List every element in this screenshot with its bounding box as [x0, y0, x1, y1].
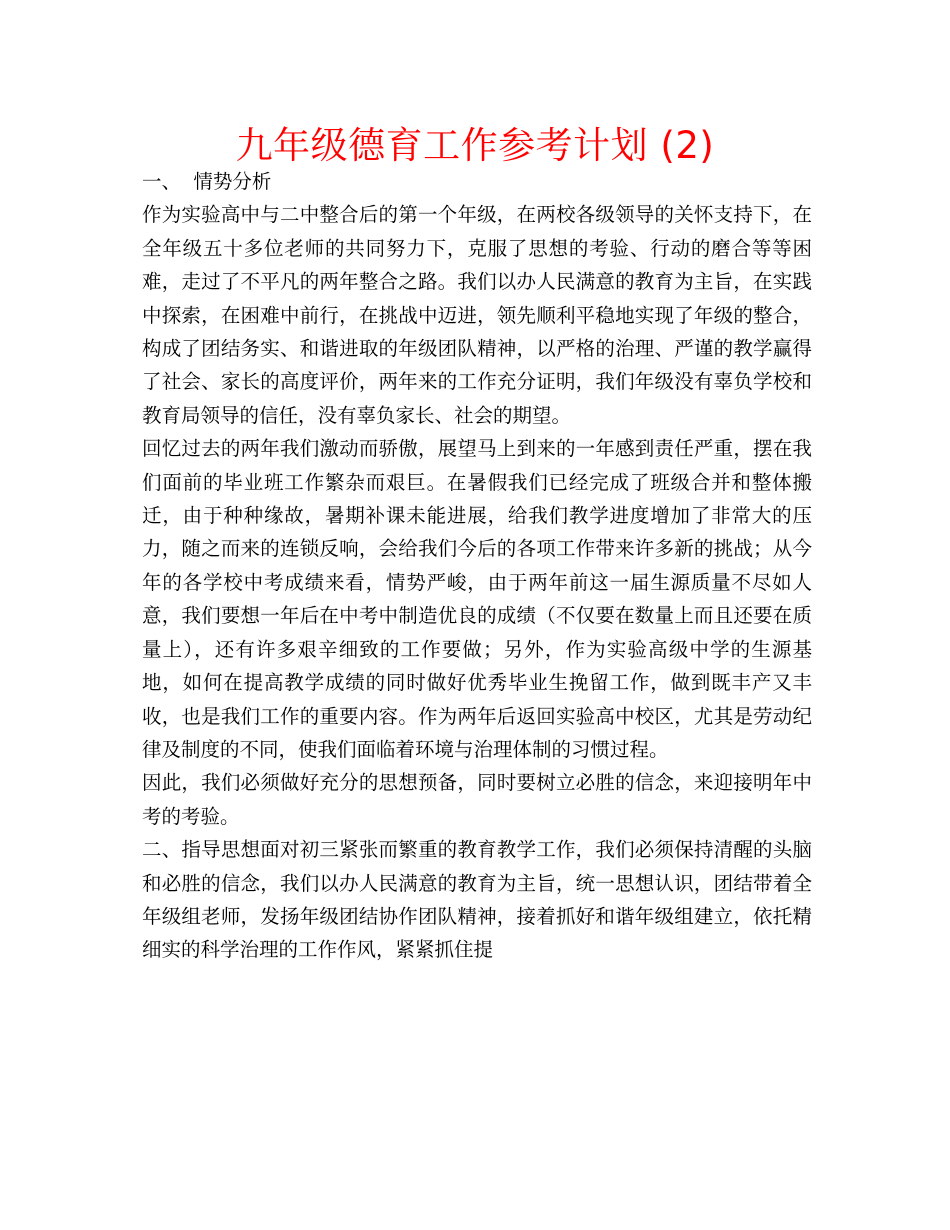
body-paragraph: 作为实验高中与二中整合后的第一个年级，在两校各级领导的关怀支持下，在全年级五十多位老师的共同努力下，克服了思想的考验、行动的磨合等等困难，走过了不平凡的两年整合之路。我们以办人民满意的教育为主旨，在实践中探索，在困难中前行，在挑战中迈进，领先顺利平稳地实现了年级的整合，构成了团结务实、和谐进取的年级团队精神，以严格的治理、严谨的教学赢得了社会、家长的高度评价，两年来的工作充分证明，我们年级没有辜负学校和教育局领导的信任，没有辜负家长、社会的期望。	[142, 203, 812, 427]
page-title: 九年级德育工作参考计划 (2)	[235, 124, 715, 167]
section-heading: 一、 情势分析	[142, 170, 272, 193]
document-body	[142, 165, 812, 967]
body-paragraph: 回忆过去的两年我们激动而骄傲，展望马上到来的一年感到责任严重，摆在我们面前的毕业班工作繁杂而艰巨。在暑假我们已经完成了班级合并和整体搬迁，由于种种缘故，暑期补课未能进展，给我们教学进度增加了非常大的压力，随之而来的连锁反响，会给我们今后的各项工作带来许多新的挑战；从今年的各学校中考成绩来看，情势严峻，由于两年前这一届生源质量不尽如人意，我们要想一年后在中考中制造优良的成绩（不仅要在数量上而且还要在质量上），还有许多艰辛细致的工作要做；另外，作为实验高级中学的生源基地，如何在提高教学成绩的同时做好优秀毕业生挽留工作，做到既丰产又丰收，也是我们工作的重要内容。作为两年后返回实验高中校区，尤其是劳动纪律及制度的不同，使我们面临着环境与治理体制的习惯过程。	[142, 437, 812, 761]
body-paragraph: 二、指导思想面对初三紧张而繁重的教育教学工作，我们必须保持清醒的头脑和必胜的信念，我们以办人民满意的教育为主旨，统一思想认识，团结带着全年级组老师，发扬年级团结协作团队精神，接着抓好和谐年级组建立，依托精细实的科学治理的工作作风，紧紧抓住提	[142, 838, 812, 962]
body-paragraph: 因此，我们必须做好充分的思想预备，同时要树立必胜的信念，来迎接明年中考的考验。	[142, 771, 812, 828]
